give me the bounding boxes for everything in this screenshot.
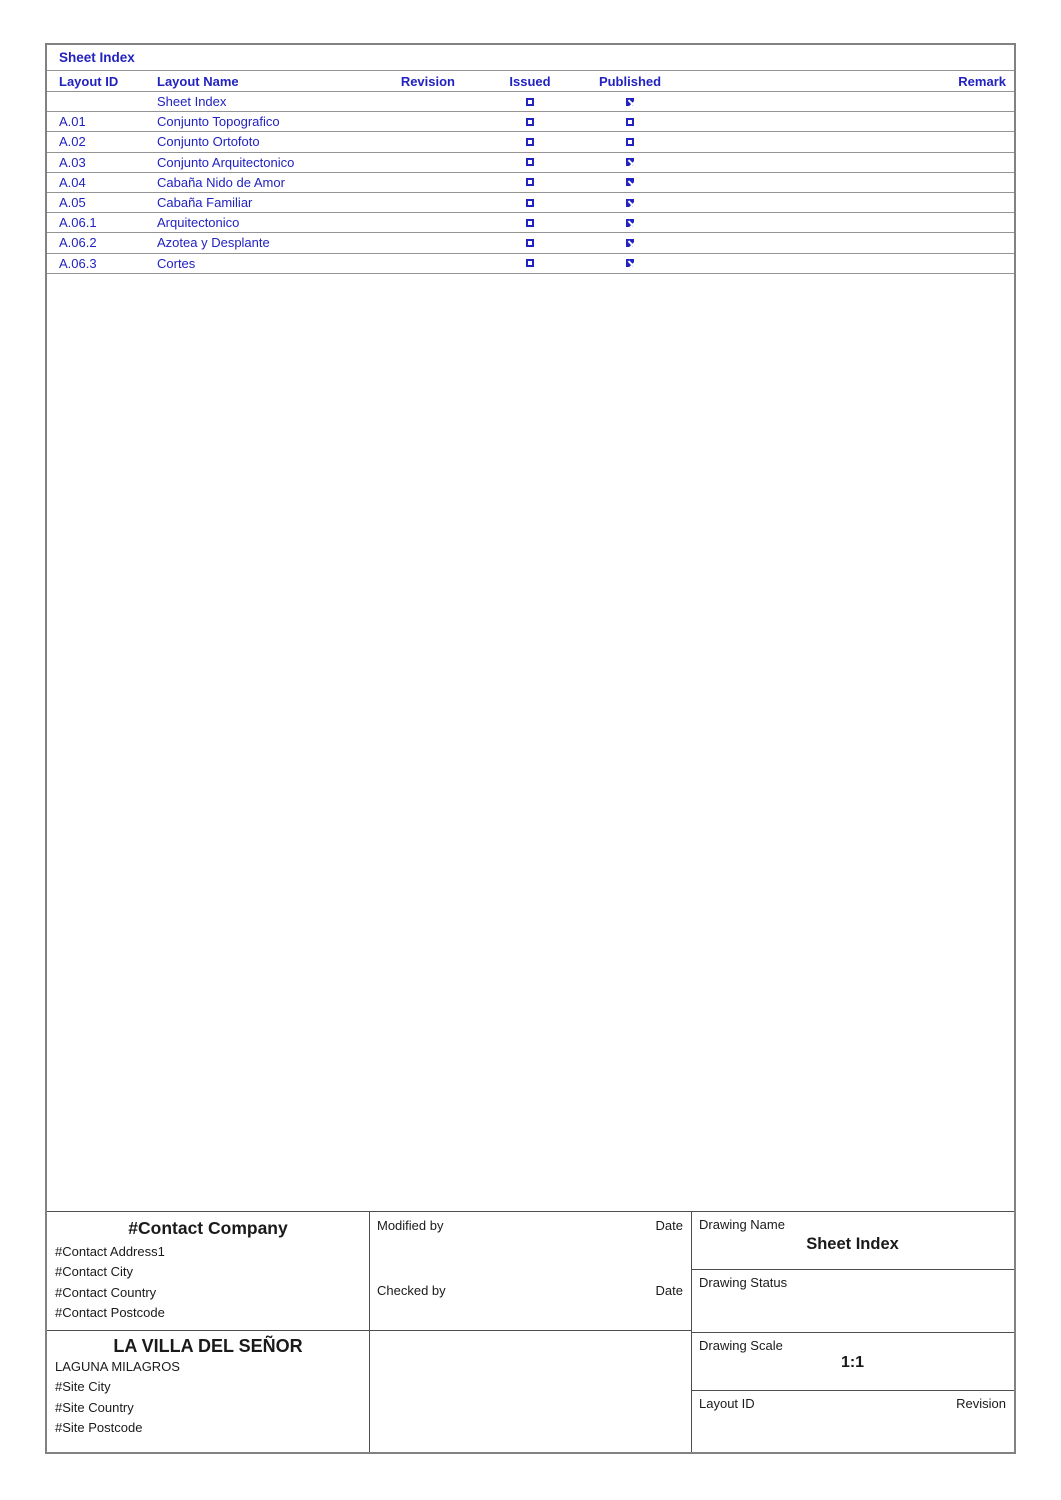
issued-checkbox — [526, 259, 534, 267]
site-postcode: #Site Postcode — [55, 1420, 143, 1436]
site-line1: LAGUNA MILAGROS — [55, 1359, 180, 1374]
sheet-index-table — [47, 45, 1014, 274]
layout-id-label: Layout ID — [699, 1396, 755, 1411]
published-checkbox — [626, 199, 634, 207]
drawing-name-label: Drawing Name — [699, 1217, 785, 1232]
site-info-cell — [47, 1331, 369, 1453]
approvals-cell — [370, 1212, 691, 1331]
layout-name-cell: Conjunto Ortofoto — [157, 134, 260, 150]
drawing-status-cell — [692, 1270, 1014, 1333]
issued-cell — [461, 199, 599, 207]
contact-country: #Contact Country — [55, 1284, 157, 1300]
drawing-scale-cell — [692, 1333, 1014, 1391]
published-cell — [599, 118, 661, 126]
layout-id-cell: A.02 — [59, 134, 86, 150]
published-cell — [599, 98, 661, 106]
layout-id-cell: A.06.3 — [59, 255, 97, 271]
contact-address-block — [47, 1242, 369, 1324]
layout-name-cell: Cortes — [157, 255, 196, 271]
layout-id-cell: A.01 — [59, 114, 86, 130]
published-cell — [599, 259, 661, 267]
modified-date-label: Date — [655, 1218, 683, 1233]
modified-by-label: Modified by — [377, 1218, 444, 1233]
checked-date-label: Date — [655, 1283, 683, 1298]
issued-cell — [461, 138, 599, 146]
contact-postcode: #Contact Postcode — [55, 1305, 165, 1321]
issued-cell — [461, 259, 599, 267]
published-checkbox — [626, 138, 634, 146]
issued-cell — [461, 239, 599, 247]
layout-name-cell: Cabaña Familiar — [157, 195, 253, 211]
layout-id-box — [692, 1391, 1014, 1411]
drawing-name-cell — [692, 1212, 1014, 1270]
drawing-scale-label: Drawing Scale — [699, 1338, 783, 1353]
issued-checkbox — [526, 118, 534, 126]
published-cell — [599, 219, 661, 227]
checked-by-label: Checked by — [377, 1283, 446, 1298]
published-checkbox — [626, 239, 634, 247]
site-address-block — [47, 1357, 369, 1439]
table-title: Sheet Index — [47, 45, 1014, 71]
drawing-name-value: Sheet Index — [806, 1235, 899, 1253]
drawing-scale-value: 1:1 — [840, 1354, 865, 1371]
empty-cell — [370, 1331, 691, 1453]
table-row — [47, 92, 1014, 112]
issued-checkbox — [526, 138, 534, 146]
published-checkbox — [626, 118, 634, 126]
col-header-published: Published — [599, 73, 661, 89]
published-checkbox — [626, 98, 634, 106]
layout-name-cell: Conjunto Topografico — [157, 114, 280, 130]
issued-checkbox — [526, 239, 534, 247]
title-block-left-column — [47, 1212, 369, 1452]
layout-id-row — [692, 1396, 1014, 1411]
col-header-layout-name: Layout Name — [157, 73, 239, 89]
table-row — [47, 112, 1014, 132]
col-header-issued: Issued — [509, 73, 551, 89]
published-cell — [599, 138, 661, 146]
table-row — [47, 233, 1014, 253]
issued-checkbox — [526, 98, 534, 106]
published-checkbox — [626, 219, 634, 227]
sheet-frame — [45, 43, 1016, 1454]
revision-label: Revision — [956, 1396, 1006, 1411]
published-cell — [599, 239, 661, 247]
layout-name-cell: Arquitectonico — [157, 215, 240, 231]
drawing-status-label: Drawing Status — [699, 1275, 788, 1290]
published-cell — [599, 158, 661, 166]
contact-address1: #Contact Address1 — [55, 1244, 165, 1259]
published-cell — [599, 199, 661, 207]
table-row — [47, 193, 1014, 213]
published-checkbox — [626, 158, 634, 166]
issued-cell — [461, 98, 599, 106]
layout-name-cell: Cabaña Nido de Amor — [157, 174, 285, 190]
table-row — [47, 254, 1014, 274]
table-row — [47, 173, 1014, 193]
modified-by-row — [370, 1218, 691, 1233]
site-country: #Site Country — [55, 1399, 134, 1415]
issued-cell — [461, 178, 599, 186]
contact-company: #Contact Company — [128, 1218, 288, 1238]
title-block — [47, 1211, 1014, 1452]
issued-cell — [461, 118, 599, 126]
col-header-revision: Revision — [400, 73, 455, 89]
contact-info-cell — [47, 1212, 369, 1331]
table-header-row — [47, 71, 1014, 92]
layout-name-cell: Azotea y Desplante — [157, 235, 270, 251]
published-checkbox — [626, 259, 634, 267]
table-row — [47, 132, 1014, 152]
title-block-middle-column — [369, 1212, 691, 1452]
layout-id-cell: A.05 — [59, 195, 86, 211]
title-block-right-column — [691, 1212, 1014, 1452]
col-header-remark: Remark — [958, 73, 1006, 89]
issued-checkbox — [526, 158, 534, 166]
site-city: #Site City — [55, 1379, 111, 1395]
layout-id-cell: A.06.2 — [59, 235, 97, 251]
published-cell — [599, 178, 661, 186]
checked-by-row — [370, 1283, 691, 1298]
issued-cell — [461, 219, 599, 227]
layout-name-cell: Conjunto Arquitectonico — [157, 154, 295, 170]
issued-cell — [461, 158, 599, 166]
layout-name-cell: Sheet Index — [157, 94, 227, 110]
table-row — [47, 213, 1014, 233]
site-name: LA VILLA DEL SEÑOR — [113, 1336, 303, 1356]
issued-checkbox — [526, 199, 534, 207]
contact-city: #Contact City — [55, 1264, 134, 1280]
layout-id-cell: A.06.1 — [59, 215, 97, 231]
col-header-layout-id: Layout ID — [59, 73, 119, 89]
table-row — [47, 153, 1014, 173]
issued-checkbox — [526, 178, 534, 186]
layout-id-cell: A.04 — [59, 174, 86, 190]
issued-checkbox — [526, 219, 534, 227]
published-checkbox — [626, 178, 634, 186]
layout-id-cell: A.03 — [59, 154, 86, 170]
